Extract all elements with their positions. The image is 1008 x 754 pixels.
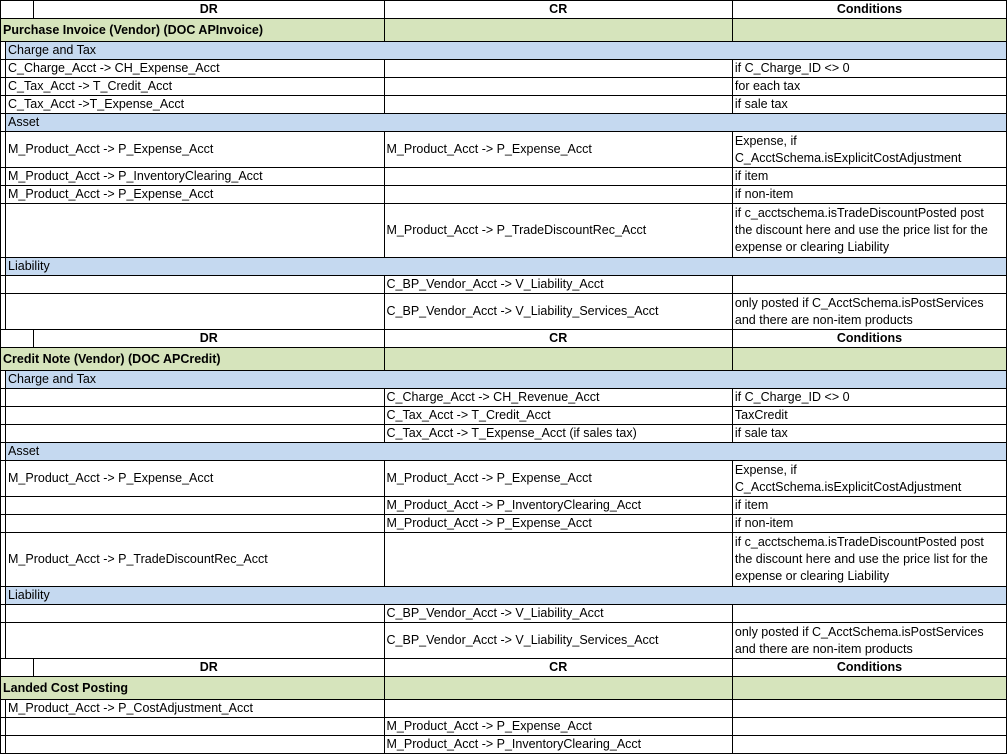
section-title: Credit Note (Vendor) (DOC APCredit) [1, 348, 385, 371]
entry-condition: if c_acctschema.isTradeDiscountPosted post the discount here and use the price list for the expense or clearing Liability [732, 533, 1006, 587]
entry-dr [6, 425, 385, 443]
entry-row [1, 425, 1007, 443]
entry-row [1, 186, 1007, 204]
entry-cr: M_Product_Acct -> P_Expense_Acct [384, 461, 732, 497]
entry-row [1, 78, 1007, 96]
entry-condition [732, 736, 1006, 754]
entry-dr: C_Tax_Acct ->T_Expense_Acct [6, 96, 385, 114]
entry-cr [384, 78, 732, 96]
entry-row [1, 204, 1007, 258]
entry-cr [384, 533, 732, 587]
section-title-row [1, 348, 1007, 371]
entry-row [1, 605, 1007, 623]
section-title: Purchase Invoice (Vendor) (DOC APInvoice) [1, 19, 385, 42]
entry-condition: if C_Charge_ID <> 0 [732, 60, 1006, 78]
entry-condition: if item [732, 168, 1006, 186]
section-title-row [1, 677, 1007, 700]
entry-dr: M_Product_Acct -> P_CostAdjustment_Acct [6, 700, 385, 718]
entry-condition: only posted if C_AcctSchema.isPostServices and there are non-item products [732, 294, 1006, 330]
group-label: Charge and Tax [6, 371, 1007, 389]
entry-cr: C_Tax_Acct -> T_Credit_Acct [384, 407, 732, 425]
entry-dr [6, 294, 385, 330]
entry-condition [732, 700, 1006, 718]
group-label: Liability [6, 258, 1007, 276]
section-cr-blank [384, 19, 732, 42]
entry-row [1, 497, 1007, 515]
header-dr: DR [34, 659, 384, 677]
entry-cr: M_Product_Acct -> P_TradeDiscountRec_Acct [384, 204, 732, 258]
entry-row [1, 96, 1007, 114]
header-spacer [1, 1, 34, 19]
entry-condition: Expense, if C_AcctSchema.isExplicitCostAdjustment [732, 461, 1006, 497]
entry-condition: if non-item [732, 186, 1006, 204]
entry-cr: M_Product_Acct -> P_Expense_Acct [384, 132, 732, 168]
group-label: Asset [6, 114, 1007, 132]
entry-condition: Expense, if C_AcctSchema.isExplicitCostAdjustment [732, 132, 1006, 168]
entry-cr: C_BP_Vendor_Acct -> V_Liability_Services_Acct [384, 294, 732, 330]
section-cr-blank [384, 677, 732, 700]
entry-dr [6, 736, 385, 754]
entry-row [1, 736, 1007, 754]
header-dr: DR [34, 330, 384, 348]
entry-row [1, 60, 1007, 78]
header-spacer [1, 330, 34, 348]
entry-dr [6, 407, 385, 425]
entry-cr: C_BP_Vendor_Acct -> V_Liability_Acct [384, 276, 732, 294]
entry-condition: TaxCredit [732, 407, 1006, 425]
entry-cr: M_Product_Acct -> P_Expense_Acct [384, 515, 732, 533]
entry-cr: C_Tax_Acct -> T_Expense_Acct (if sales tax) [384, 425, 732, 443]
header-row [1, 1, 1007, 19]
entry-dr: M_Product_Acct -> P_Expense_Acct [6, 132, 385, 168]
entry-condition: if non-item [732, 515, 1006, 533]
group-row [1, 42, 1007, 60]
header-cr: CR [384, 1, 732, 19]
entry-row [1, 515, 1007, 533]
section-cond-blank [732, 348, 1006, 371]
group-row [1, 587, 1007, 605]
group-row [1, 258, 1007, 276]
entry-dr [6, 515, 385, 533]
entry-condition [732, 605, 1006, 623]
entry-condition: if sale tax [732, 96, 1006, 114]
entry-row [1, 407, 1007, 425]
header-row [1, 330, 1007, 348]
group-label: Asset [6, 443, 1007, 461]
entry-dr: C_Charge_Acct -> CH_Expense_Acct [6, 60, 385, 78]
group-row [1, 443, 1007, 461]
entry-condition: only posted if C_AcctSchema.isPostServices and there are non-item products [732, 623, 1006, 659]
entry-dr [6, 389, 385, 407]
entry-cr [384, 168, 732, 186]
entry-dr [6, 623, 385, 659]
entry-row [1, 294, 1007, 330]
entry-condition [732, 718, 1006, 736]
entry-row [1, 718, 1007, 736]
entry-row [1, 168, 1007, 186]
header-conditions: Conditions [732, 330, 1006, 348]
entry-condition: if item [732, 497, 1006, 515]
accounting-table-body [1, 1, 1007, 754]
entry-dr: M_Product_Acct -> P_Expense_Acct [6, 461, 385, 497]
section-cr-blank [384, 348, 732, 371]
entry-dr: M_Product_Acct -> P_InventoryClearing_Acct [6, 168, 385, 186]
header-spacer [1, 659, 34, 677]
header-dr: DR [34, 1, 384, 19]
entry-dr [6, 718, 385, 736]
entry-dr [6, 276, 385, 294]
header-conditions: Conditions [732, 1, 1006, 19]
group-row [1, 114, 1007, 132]
entry-condition: if C_Charge_ID <> 0 [732, 389, 1006, 407]
header-cr: CR [384, 659, 732, 677]
entry-row [1, 623, 1007, 659]
header-conditions: Conditions [732, 659, 1006, 677]
section-cond-blank [732, 677, 1006, 700]
entry-cr [384, 96, 732, 114]
entry-dr: C_Tax_Acct -> T_Credit_Acct [6, 78, 385, 96]
group-row [1, 371, 1007, 389]
entry-cr: M_Product_Acct -> P_Expense_Acct [384, 718, 732, 736]
section-title-row [1, 19, 1007, 42]
header-row [1, 659, 1007, 677]
entry-cr [384, 60, 732, 78]
entry-dr [6, 605, 385, 623]
entry-cr: M_Product_Acct -> P_InventoryClearing_Acct [384, 736, 732, 754]
entry-row [1, 461, 1007, 497]
entry-dr [6, 204, 385, 258]
entry-cr: M_Product_Acct -> P_InventoryClearing_Acct [384, 497, 732, 515]
entry-cr [384, 186, 732, 204]
entry-cr [384, 700, 732, 718]
entry-row [1, 700, 1007, 718]
entry-dr: M_Product_Acct -> P_Expense_Acct [6, 186, 385, 204]
entry-condition: if sale tax [732, 425, 1006, 443]
entry-row [1, 276, 1007, 294]
entry-dr [6, 497, 385, 515]
entry-cr: C_BP_Vendor_Acct -> V_Liability_Services_Acct [384, 623, 732, 659]
section-title: Landed Cost Posting [1, 677, 385, 700]
entry-cr: C_BP_Vendor_Acct -> V_Liability_Acct [384, 605, 732, 623]
group-label: Charge and Tax [6, 42, 1007, 60]
entry-row [1, 389, 1007, 407]
entry-row [1, 132, 1007, 168]
entry-cr: C_Charge_Acct -> CH_Revenue_Acct [384, 389, 732, 407]
entry-condition: if c_acctschema.isTradeDiscountPosted post the discount here and use the price list for the expense or clearing Liability [732, 204, 1006, 258]
entry-dr: M_Product_Acct -> P_TradeDiscountRec_Acct [6, 533, 385, 587]
entry-condition [732, 276, 1006, 294]
entry-row [1, 533, 1007, 587]
section-cond-blank [732, 19, 1006, 42]
header-cr: CR [384, 330, 732, 348]
group-label: Liability [6, 587, 1007, 605]
entry-condition: for each tax [732, 78, 1006, 96]
